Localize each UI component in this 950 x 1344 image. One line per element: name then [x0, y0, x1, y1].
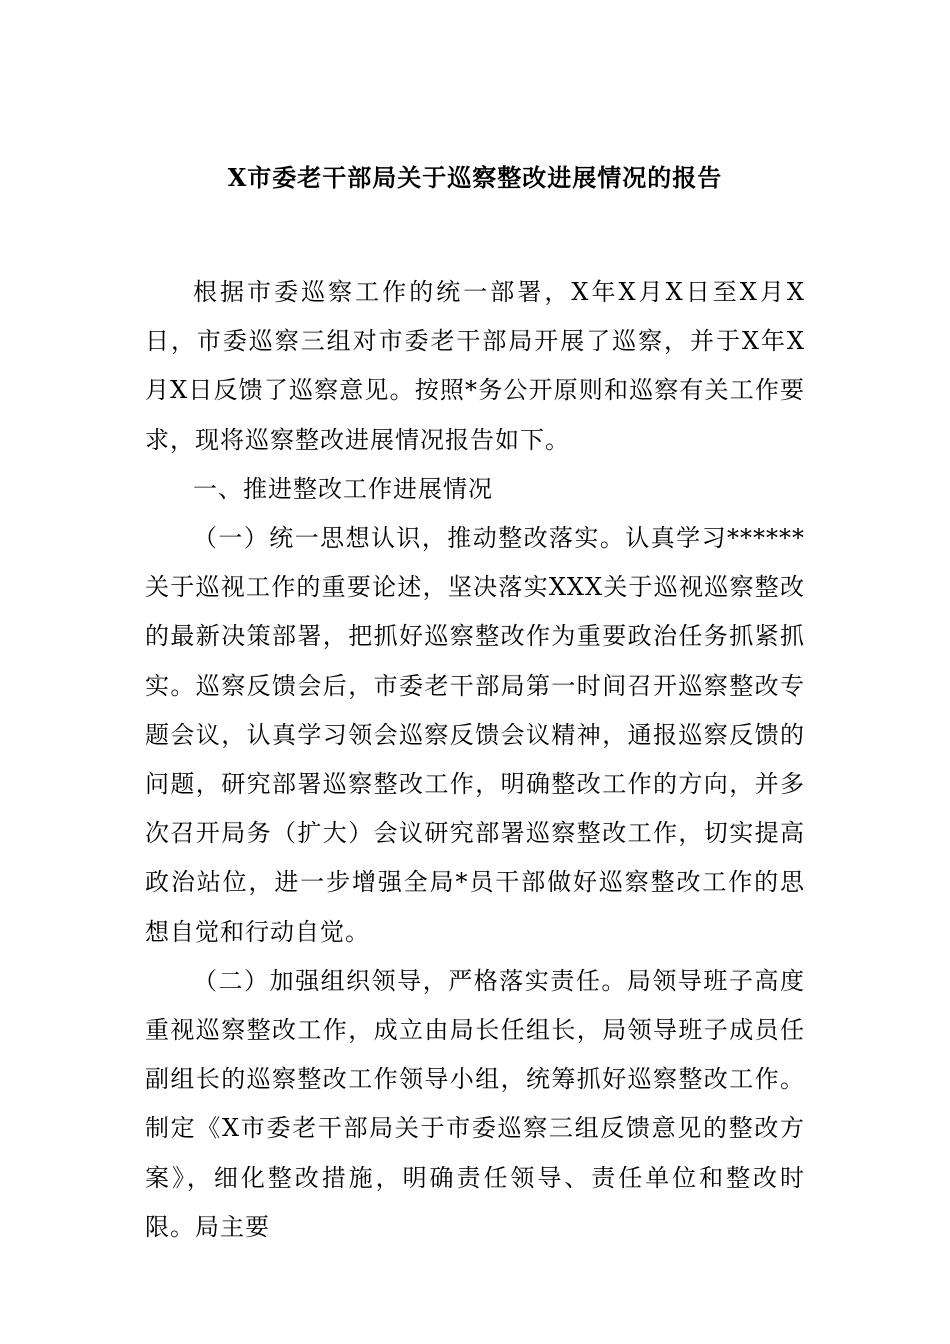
- section-heading-1: 一、推进整改工作进展情况: [193, 474, 493, 503]
- document-title: X市委老干部局关于巡察整改进展情况的报告: [227, 163, 723, 192]
- subsection-paragraph-2: （二）加强组织领导，严格落实责任。局领导班子高度重视巡察整改工作，成立由局长任组长，局领导班子成员任副组长的巡察整改工作领导小组，统筹抓好巡察整改工作。制定《X市委老干部局关于市委巡察三组反馈意见的整改方案》，细化整改措施，明确责任领导、责任单位和整改时限。局主要: [145, 966, 805, 1241]
- document-body: [145, 268, 805, 1252]
- intro-paragraph: 根据市委巡察工作的统一部署，X年X月X日至X月X日，市委巡察三组对市委老干部局开展了巡察，并于X年X月X日反馈了巡察意见。按照*务公开原则和巡察有关工作要求，现将巡察整改进展情况报告如下。: [145, 278, 805, 454]
- subsection-paragraph-1: （一）统一思想认识，推动整改落实。认真学习******关于巡视工作的重要论述，坚决落实XXX关于巡视巡察整改的最新决策部署，把抓好巡察整改作为重要政治任务抓紧抓实。巡察反馈会后，市委老干部局第一时间召开巡察整改专题会议，认真学习领会巡察反馈会议精神，通报巡察反馈的问题，研究部署巡察整改工作，明确整改工作的方向，并多次召开局务（扩大）会议研究部署巡察整改工作，切实提高政治站位，进一步增强全局*员干部做好巡察整改工作的思想自觉和行动自觉。: [145, 524, 805, 946]
